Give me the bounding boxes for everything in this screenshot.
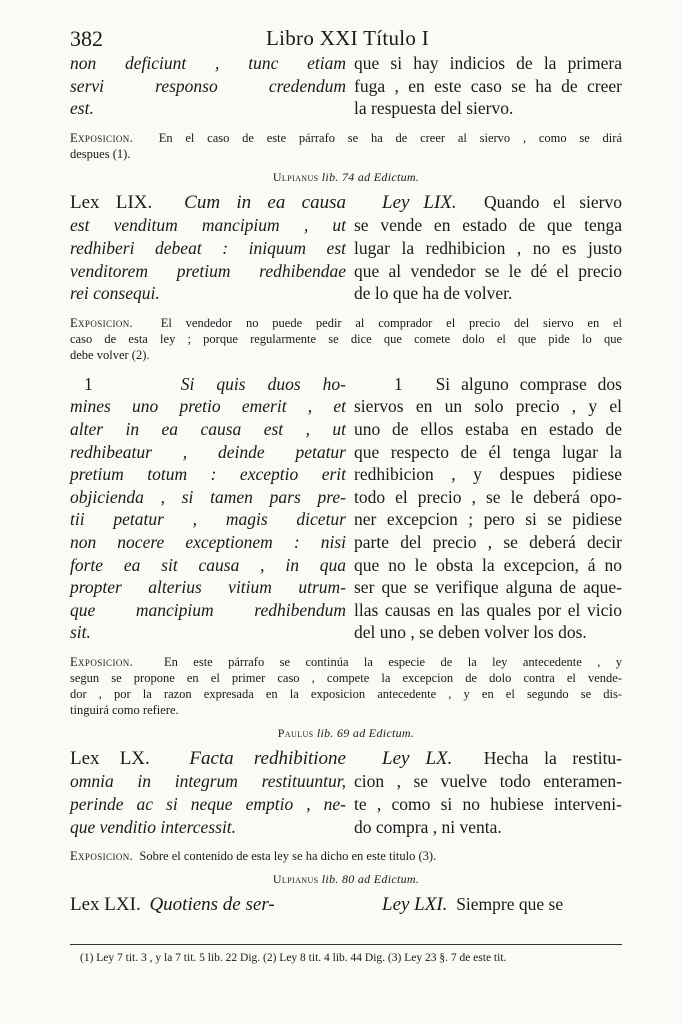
citation-3 — [70, 872, 622, 887]
latin-line: mines uno pretio emerit , et — [70, 396, 346, 417]
spanish-column — [354, 191, 622, 305]
exposicion-text: En este párrafo se continúa la especie de la ley antecedente , y — [164, 654, 623, 669]
spanish-line: Hecha la restitu- — [483, 747, 623, 768]
lex-61 — [70, 893, 622, 917]
ley-label: Ley LX. — [382, 747, 453, 769]
spanish-line: uno de ellos estaba en estado de — [354, 418, 622, 439]
latin-line: Si quis duos ho- — [180, 373, 346, 394]
page — [70, 18, 622, 917]
spanish-line: que respecto de él tenga lugar la — [354, 441, 622, 462]
exposicion-label: Exposicion. — [70, 654, 134, 669]
page-header — [70, 18, 622, 52]
latin-line: pretium totum : exceptio erit — [70, 464, 346, 485]
latin-line: non nocere exceptionem : nisi — [70, 531, 346, 552]
continuation-block — [70, 52, 622, 120]
spanish-line: lugar la redhibicion , no es justo — [354, 237, 622, 258]
latin-column — [70, 373, 346, 644]
spanish-line: Quando el siervo — [483, 191, 622, 212]
latin-line: forte ea sit causa , in qua — [70, 554, 346, 575]
citation-2 — [70, 726, 622, 741]
spanish-line: ner excepcion ; pero si se pidiese — [354, 509, 622, 530]
citation-1 — [70, 170, 622, 185]
spanish-line: te , como si no hubiese interveni- — [354, 794, 622, 815]
latin-line: venditorem pretium redhibendae — [70, 260, 346, 281]
exposicion-text: tinguirá como refiere. — [70, 702, 179, 717]
citation-author: Ulpianus — [272, 169, 319, 184]
citation-ref: lib. 69 ad Edictum. — [316, 725, 415, 740]
latin-line: alter in ea causa est , ut — [70, 418, 346, 439]
spanish-line: cion , se vuelve todo enteramen- — [354, 771, 622, 792]
spanish-line: siervos en un solo precio , y el — [354, 396, 622, 417]
footnotes: (1) Ley 7 tit. 3 , y la 7 tit. 5 lib. 22 Dig. (2) Ley 8 tit. 4 lib. 44 Dig. (3) Ley 23 §. 7 de este tit. — [80, 952, 507, 964]
spanish-column — [354, 373, 622, 644]
latin-line: redhibeatur , deinde petatur — [70, 441, 346, 462]
latin-line: omnia in integrum restituuntur, — [70, 771, 346, 792]
exposicion-3 — [70, 654, 622, 718]
spanish-line: que al vendedor se le dé el precio — [354, 260, 622, 281]
latin-line: Facta redhibitione — [189, 747, 346, 769]
latin-line: servi responso credendum — [70, 75, 346, 96]
running-head: Libro XXI Título I — [266, 26, 430, 50]
spanish-line: la respuesta del siervo. — [354, 98, 514, 119]
spanish-line: llas causas en las quales por el vicio — [354, 599, 622, 620]
latin-line: que venditio intercessit. — [70, 816, 237, 837]
latin-line: que mancipium redhibendum — [70, 599, 346, 620]
latin-column — [70, 191, 346, 305]
spanish-line: todo el precio , se le deberá opo- — [354, 486, 622, 507]
lex-label: Lex LX. — [70, 747, 150, 769]
exposicion-text: En el caso de este párrafo se ha de creer al siervo , como se dirá — [158, 130, 622, 145]
citation-ref: lib. 80 ad Edictum. — [321, 872, 420, 887]
spanish-line: ser que se verifique alguna de aque- — [354, 577, 622, 598]
lex-59 — [70, 191, 622, 305]
exposicion-label: Exposicion. — [70, 130, 134, 145]
latin-column — [70, 52, 346, 120]
spanish-line: parte del precio , se deberá decir — [354, 531, 622, 552]
latin-line: rei consequi. — [70, 283, 160, 304]
section-1 — [70, 373, 622, 644]
latin-line: est venditum mancipium , ut — [70, 215, 346, 236]
exposicion-2 — [70, 315, 622, 363]
latin-line: Cum in ea causa — [184, 191, 347, 213]
section-number: 1 — [84, 373, 93, 394]
exposicion-label: Exposicion. — [70, 849, 134, 864]
lex-label: Lex LIX. — [70, 191, 153, 213]
spanish-line: se vende en estado de que tenga — [354, 215, 622, 236]
spanish-column — [354, 747, 622, 838]
exposicion-text: despues (1). — [70, 146, 131, 161]
spanish-column — [354, 52, 622, 120]
exposicion-4 — [70, 848, 622, 864]
exposicion-text: segun se propone en el primer caso , compete la excepcion de dolo contra el vende- — [70, 670, 622, 685]
ley-label: Ley LIX. — [382, 191, 457, 213]
citation-ref: lib. 74 ad Edictum. — [321, 169, 420, 184]
spanish-column — [354, 893, 622, 917]
page-number: 382 — [70, 26, 103, 51]
latin-line: propter alterius vitium utrum- — [70, 577, 346, 598]
latin-line: Quotiens de ser- — [149, 894, 275, 916]
latin-line: objicienda , si tamen pars pre- — [70, 486, 346, 507]
exposicion-text: El vendedor no puede pedir al comprador el precio del siervo en el — [160, 315, 623, 330]
latin-line: perinde ac si neque emptio , ne- — [70, 794, 346, 815]
spanish-line: de lo que ha de volver. — [354, 283, 513, 304]
spanish-line: Si alguno comprase dos — [435, 373, 622, 394]
spanish-line: que no le obsta la excepcion, á no — [354, 554, 622, 575]
exposicion-text: dor , por la razon expresada en la exposicion antecedente , y en el segundo se dis- — [70, 686, 622, 701]
latin-line: tii petatur , magis dicetur — [70, 509, 346, 530]
section-number: 1 — [394, 373, 403, 394]
exposicion-text: caso de esta ley ; porque regularmente se dice que comete dolo el que pide lo que — [70, 331, 622, 346]
spanish-line: que si hay indicios de la primera — [354, 53, 622, 73]
latin-column — [70, 747, 346, 838]
exposicion-text: debe volver (2). — [70, 347, 150, 362]
citation-author: Paulus — [277, 725, 314, 740]
spanish-line: del uno , se deben volver los dos. — [354, 622, 587, 643]
exposicion-label: Exposicion. — [70, 315, 134, 330]
latin-column — [70, 893, 346, 917]
ley-label: Ley LXI. — [382, 894, 448, 916]
latin-line: non deficiunt , tunc etiam — [70, 53, 346, 73]
spanish-line: Siempre que se — [456, 894, 564, 915]
exposicion-text: Sobre el contenido de esta ley se ha dicho en este titulo (3). — [139, 849, 437, 864]
latin-line: sit. — [70, 622, 91, 643]
lex-60 — [70, 747, 622, 838]
footnote-rule — [70, 944, 622, 945]
citation-author: Ulpianus — [272, 872, 319, 887]
lex-label: Lex LXI. — [70, 894, 141, 916]
latin-line: est. — [70, 98, 94, 119]
spanish-line: do compra , ni venta. — [354, 816, 502, 837]
exposicion-1 — [70, 130, 622, 162]
spanish-line: fuga , en este caso se ha de creer — [354, 75, 622, 96]
spanish-line: redhibicion , y despues pidiese — [354, 464, 622, 485]
latin-line: redhiberi debeat : iniquum est — [70, 237, 346, 258]
